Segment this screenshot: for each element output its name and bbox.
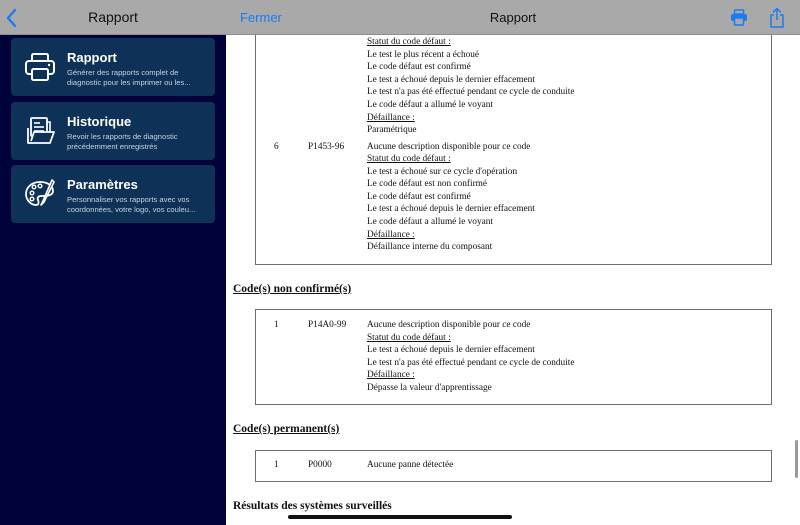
failure-line: Dépasse la valeur d'apprentissage xyxy=(367,382,492,393)
failure-heading: Défaillance : xyxy=(367,112,415,123)
sidebar-item-historique[interactable] xyxy=(11,102,215,160)
description-line: Personnaliser vos rapports avec vos xyxy=(67,195,190,204)
status-line: Le test a échoué depuis le dernier effacement xyxy=(367,74,535,85)
failure-heading: Défaillance : xyxy=(367,229,415,240)
report-nav-bar xyxy=(226,0,800,35)
status-line: Le test a échoué depuis le dernier effacement xyxy=(367,345,535,356)
status-line: Le test n'a pas été effectué pendant ce cycle de conduite xyxy=(367,357,575,368)
dtc-table-unconfirmed xyxy=(255,309,772,405)
dtc-details xyxy=(367,459,767,472)
scrollbar[interactable] xyxy=(795,440,798,478)
status-line: Le test le plus récent a échoué xyxy=(367,49,480,60)
failure-heading: Défaillance : xyxy=(367,370,415,381)
dtc-code: P1453-96 xyxy=(308,141,345,152)
sidebar-item-parametres[interactable] xyxy=(11,165,215,223)
description-line: Générer des rapports complet de xyxy=(67,68,179,77)
status-line: Le code défaut est non confirmé xyxy=(367,179,488,190)
sidebar-item-title: Historique xyxy=(67,114,132,129)
status-line: Le code défaut est confirmé xyxy=(367,62,471,73)
home-indicator[interactable] xyxy=(288,515,512,519)
dtc-details xyxy=(367,319,767,395)
palette-icon xyxy=(23,177,57,211)
dtc-index: 6 xyxy=(274,141,279,152)
dtc-details xyxy=(367,36,767,137)
printer-icon[interactable] xyxy=(730,9,748,26)
dtc-description: Aucune description disponible pour ce code xyxy=(367,320,531,330)
report-title: Rapport xyxy=(489,10,537,25)
sidebar xyxy=(0,0,226,525)
dtc-description: Aucune panne détectée xyxy=(367,460,454,470)
status-line: Le code défaut a allumé le voyant xyxy=(367,99,493,110)
status-heading: Statut du code défaut : xyxy=(367,154,451,165)
sidebar-title: Rapport xyxy=(88,9,138,25)
section-heading-monitors: Résultats des systèmes surveillés xyxy=(233,500,392,512)
share-icon[interactable] xyxy=(768,7,786,28)
description-line: précédemment enregistrés xyxy=(67,142,158,151)
chevron-left-icon[interactable] xyxy=(5,8,19,28)
section-heading-unconfirmed: Code(s) non confirmé(s) xyxy=(233,283,352,295)
description-line: Revoir les rapports de diagnostic xyxy=(67,132,178,141)
sidebar-item-title: Rapport xyxy=(67,50,117,65)
close-button[interactable]: Fermer xyxy=(240,10,282,25)
sidebar-item-rapport[interactable] xyxy=(11,38,215,96)
report-viewer xyxy=(226,0,800,525)
dtc-table-confirmed xyxy=(255,20,772,265)
dtc-code: P14A0-99 xyxy=(308,320,347,330)
dtc-table-permanent xyxy=(255,450,772,482)
status-line: Le test a échoué sur ce cycle d'opération xyxy=(367,166,518,177)
sidebar-item-title: Paramètres xyxy=(67,177,138,192)
description-line: diagnostic pour les imprimer ou les... xyxy=(67,78,191,87)
status-heading: Statut du code défaut : xyxy=(367,37,451,47)
dtc-details xyxy=(367,141,767,254)
failure-line: Paramétrique xyxy=(367,125,417,136)
status-line: Le test a échoué depuis le dernier effacement xyxy=(367,204,535,215)
status-heading: Statut du code défaut : xyxy=(367,332,451,343)
section-heading-permanent: Code(s) permanent(s) xyxy=(233,423,340,435)
sidebar-nav-bar xyxy=(0,0,226,35)
sidebar-item-description xyxy=(67,132,211,152)
status-line: Le code défaut est confirmé xyxy=(367,191,471,202)
folder-documents-icon xyxy=(23,114,57,148)
failure-line: Défaillance interne du composant xyxy=(367,242,493,253)
sidebar-item-description xyxy=(67,68,211,88)
description-line: coordonnées, votre logo, vos couleu... xyxy=(67,205,196,214)
printer-icon xyxy=(23,50,57,84)
dtc-index: 1 xyxy=(274,320,279,330)
dtc-index: 1 xyxy=(274,460,279,470)
status-line: Le test n'a pas été effectué pendant ce cycle de conduite xyxy=(367,87,575,98)
status-line: Le code défaut a allumé le voyant xyxy=(367,217,493,228)
dtc-code: P0000 xyxy=(308,460,332,470)
sidebar-item-description xyxy=(67,195,211,215)
dtc-description: Aucune description disponible pour ce code xyxy=(367,141,531,152)
